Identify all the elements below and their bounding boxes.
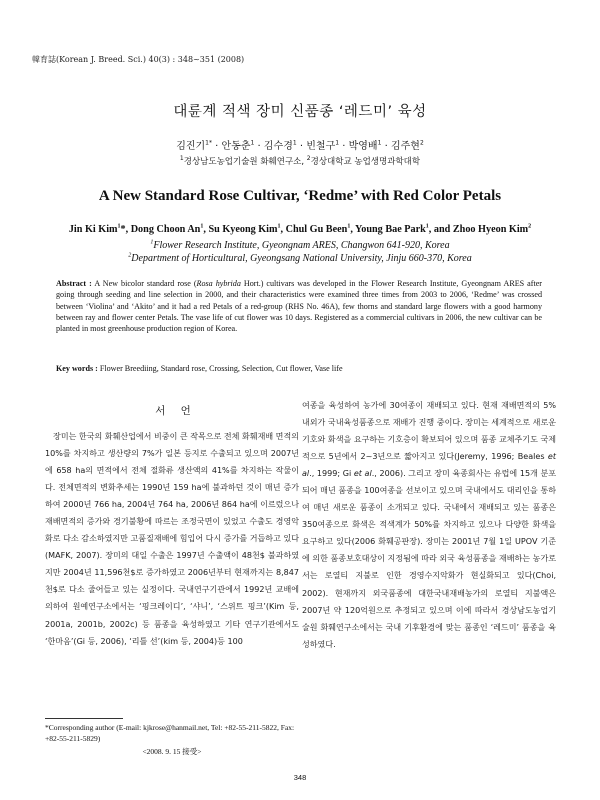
author-sup: 1 <box>347 223 351 230</box>
abstract-text: Hort.) cultivars was developed in the Flower Research Institute, Gyeongnam ARES after going through seeding and line selection in 2000, and their characteristics were examined three times from 2003 to 2006, ‘Redme’ was crossed between ‘Violina’ and ‘Akito’ and it had a red Petals of a red-group (RHS No. 46A), few thorns and standard large flowers with a good harmony between ray and flower center Petals. The vase life of cut flower was 10 days. Registered as a commercial cultivars in 2006, the new cultivar can be planted in most greenhouse production region of Korea. <box>56 279 542 334</box>
author-sup: 2 <box>528 223 532 230</box>
korean-authors <box>0 137 600 152</box>
affil-sup: 2 <box>128 252 132 259</box>
author-name: , and Zhoo Hyeon Kim <box>428 224 529 235</box>
author-sup: 1 <box>377 139 382 147</box>
affil-sup: 1 <box>150 239 154 246</box>
english-authors <box>0 224 600 235</box>
author-sup: 1 <box>277 223 281 230</box>
affil-text: 경상대학교 농업생명과학대학 <box>310 157 421 167</box>
author-sup: 1 <box>292 139 297 147</box>
body-paragraph <box>302 397 556 653</box>
affil-sup: 2 <box>306 155 311 163</box>
affil-sup: 1 <box>179 155 184 163</box>
author-name: · 안동춘 <box>212 141 251 152</box>
korean-title: 대륜계 적색 장미 신품종 ‘레드미’ 육성 <box>173 104 427 120</box>
korean-affiliations <box>0 155 600 167</box>
affil-text: 경상남도농업기술원 화훼연구소, <box>183 157 307 167</box>
keywords-text: Flower Breediing, Standard rose, Crossing, Selection, Cut flower, Vase life <box>97 364 343 373</box>
author-name: · 박영배 <box>339 141 378 152</box>
author-name: , Chul Gu Been <box>280 224 348 235</box>
et-al: et al <box>353 469 372 479</box>
author-sup: 1 <box>250 139 255 147</box>
body-column-left <box>45 428 299 650</box>
keywords <box>56 364 542 373</box>
author-sup: 1 <box>200 223 204 230</box>
species-name: Rosa hybrida <box>196 279 241 288</box>
body-text: ., 1999; Gi <box>309 469 354 479</box>
author-sup: 1 <box>335 139 340 147</box>
author-sup: 1* <box>205 139 212 147</box>
footnote-divider <box>45 718 123 719</box>
author-sup: 2 <box>419 139 424 147</box>
footnote: *Corresponding author (E-mail: kjkrose@hanmail.net, Tel: +82-55-211-5822, Fax: +82-55-211-5829) <box>45 723 295 743</box>
et-al: et al <box>302 452 556 479</box>
english-affiliation-1 <box>0 240 600 251</box>
body-column-right <box>302 397 556 653</box>
english-title: A New Standard Rose Cultivar, ‘Redme’ with Red Color Petals <box>98 188 502 204</box>
author-name: · 김주현 <box>381 141 420 152</box>
body-text: 여종을 육성하여 농가에 30여종이 재배되고 있다. 현재 재배면적의 5% 내외가 국내육성품종으로 재배가 진행 중이다. 장미는 세계적으로 새로운 기호와 화색을 요구하는 기호층이 확보되어 있으며 품종 교체주기도 국제적으로 5년에서 2~3년으로 짧아지고 있다(Jeremy, 1996; Beales <box>302 401 556 462</box>
author-name: , Su Kyeong Kim <box>203 224 278 235</box>
author-sup: 1 <box>117 223 121 230</box>
page-number: 348 <box>293 773 307 782</box>
affil-text: Department of Horticultural, Gyeongsang National University, Jinju 660-370, Korea <box>131 253 472 264</box>
author-name: Dong Choon An <box>130 224 201 235</box>
author-name: · 김수경 <box>254 141 293 152</box>
author-name: 김진기 <box>176 141 206 152</box>
received-date: <2008. 9. 15 接受> <box>142 747 202 756</box>
section-title-introduction: 서 언 <box>155 405 197 417</box>
abstract <box>56 278 542 334</box>
english-affiliation-2 <box>0 253 600 264</box>
corresponding-mark: *, <box>120 224 131 235</box>
abstract-text: A New bicolor standard rose ( <box>91 279 197 288</box>
journal-header: 韓育誌(Korean J. Breed. Sci.) 40(3) : 348~351 (2008) <box>32 55 245 64</box>
author-name: · 빈철구 <box>296 141 336 152</box>
body-paragraph: 장미는 한국의 화훼산업에서 비중이 큰 작목으로 전체 화훼재배 면적의 10%를 차지하고 생산량의 7%가 일본 등지로 수출되고 있으며 2007년에 658 ha의 면적에서 전체 절화류 생산액의 41%를 차지하는 작물이다. 전체면적의 변화추세는 1990년 159 ha에 불과하던 것이 매년 증가하여 2000년 766 ha, 2004년 764 ha, 2006년 864 ha에 이르렀으나 재배면적의 증가와 경기불황에 따르는 조정국면이 있었고 수출도 경영악화로 다소 감소하였지만 고품질재배에 힘입어 다시 증가를 거듭하고 있다(MAFK, 2007). 장미의 대일 수출은 1997년 수출액이 48천$ 불과하였지만 2004년 11,596천$로 증가하였고 2006년부터 현재까지는 8,847천$로 다소 줄어들고 있는 실정이다. 국내연구기관에서 1992년 교배에 의하여 원예연구소에서는 ‘핑크레이디’, ‘샤니’, ‘스위트 핑크’(Kim 등, 2001a, 2001b, 2002c) 등 품종을 육성하였고 기타 연구기관에서도 ‘한마음’(Gi 등, 2006), ‘리틀 선’(kim 등, 2004)등 100 <box>45 432 299 646</box>
abstract-label: Abstract : <box>56 279 92 288</box>
author-name: , Young Bae Park <box>350 224 426 235</box>
affil-text: Flower Research Institute, Gyeongnam ARES, Changwon 641-920, Korea <box>153 240 450 251</box>
author-sup: 1 <box>425 223 429 230</box>
body-text: ., 2006). 그리고 장미 육종회사는 유럽에 15개 분포되어 매년 품종을 100여종을 선보이고 있으며 국내에서도 대리인을 통하여 매년 새로운 품종이 소개되고 있다. 국내에서 재배되고 있는 품종은 350여종으로 화색은 적색계가 50%를 차지하고 있으나 다양한 화색을 요구하고 있다(2006 화훼공판장). 장미는 2001년 7월 1일 UPOV 기준에 의한 품종보호대상이 지정됨에 따라 외국 육성품종을 재배하는 농가로서는 로열티 지불로 인한 경영수지악화가 현실화되고 있다(Choi, 2002). 현재까지 외국품종에 대한국내재배농가의 로열티 지불액은 2007년 약 120억원으로 추정되고 있으며 이에 따라서 경상남도농업기술원 화훼연구소에서는 국내 기후환경에 맞는 품종인 ‘레드미’ 품종을 육성하였다. <box>302 469 557 649</box>
author-name: Jin Ki Kim <box>68 224 118 235</box>
keywords-label: Key words : <box>56 364 98 373</box>
